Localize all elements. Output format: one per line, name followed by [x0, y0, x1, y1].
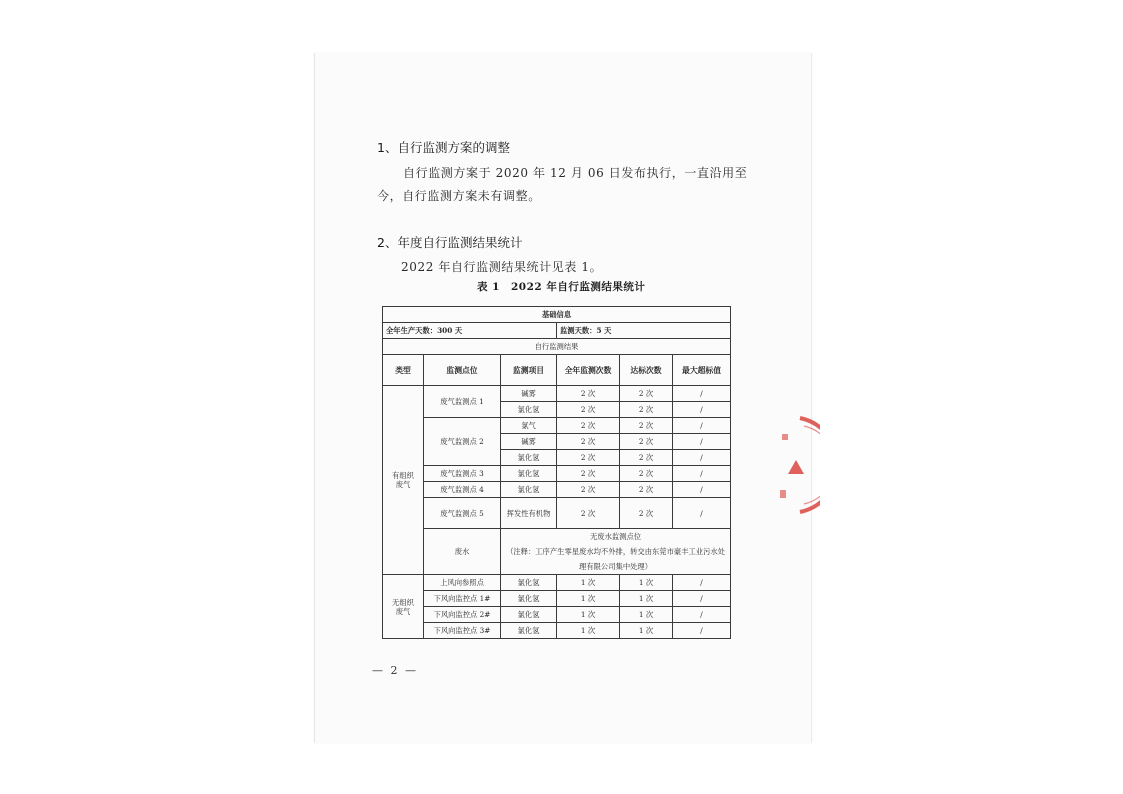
point-cell: 上风向参照点	[424, 575, 501, 591]
wastewater-note-cell	[501, 529, 731, 575]
count-cell: 2 次	[557, 466, 620, 482]
compliant-cell: 1 次	[620, 607, 673, 623]
page-number: — 2 —	[372, 664, 418, 677]
wastewater-note: （注释：工序产生零星废水均不外排，转交由东莞市豪丰工业污水处理有限公司集中处理）	[506, 547, 725, 571]
compliant-cell: 2 次	[620, 498, 673, 529]
table-row	[383, 323, 731, 339]
compliant-cell: 2 次	[620, 402, 673, 418]
header-annual-count: 全年监测次数	[557, 355, 620, 386]
table-row	[383, 418, 731, 434]
count-cell: 1 次	[557, 607, 620, 623]
exceed-cell: /	[673, 418, 731, 434]
point-cell: 废气监测点 4	[424, 482, 501, 498]
exceed-cell: /	[673, 450, 731, 466]
item-cell: 碱雾	[501, 434, 557, 450]
compliant-cell: 2 次	[620, 418, 673, 434]
header-point: 监测点位	[424, 355, 501, 386]
point-cell: 废气监测点 2	[424, 418, 501, 466]
exceed-cell: /	[673, 498, 731, 529]
table-row	[383, 529, 731, 575]
item-cell: 氯化氢	[501, 402, 557, 418]
compliant-cell: 2 次	[620, 434, 673, 450]
item-cell: 氯化氢	[501, 482, 557, 498]
compliant-cell: 2 次	[620, 466, 673, 482]
section1-paragraph-line1: 自行监测方案于 2020 年 12 月 06 日发布执行，一直沿用至	[403, 166, 748, 180]
section2-intro: 2022 年自行监测结果统计见表 1。	[401, 260, 603, 274]
header-max-exceed: 最大超标值	[673, 355, 731, 386]
compliant-cell: 1 次	[620, 575, 673, 591]
count-cell: 2 次	[557, 482, 620, 498]
results-title: 自行监测结果	[383, 339, 731, 355]
item-cell: 氯化氢	[501, 607, 557, 623]
compliant-cell: 1 次	[620, 591, 673, 607]
wastewater-no-point: 无废水监测点位	[589, 532, 642, 541]
exceed-cell: /	[673, 386, 731, 402]
item-cell: 氯化氢	[501, 591, 557, 607]
exceed-cell: /	[673, 575, 731, 591]
item-cell: 氯化氢	[501, 623, 557, 639]
section1-heading: 1、自行监测方案的调整	[377, 140, 510, 155]
table-row	[383, 386, 731, 402]
count-cell: 2 次	[557, 450, 620, 466]
point-cell: 废气监测点 1	[424, 386, 501, 418]
type-wastewater: 废水	[424, 529, 501, 575]
production-days-cell: 全年生产天数：300 天	[383, 323, 557, 339]
item-cell: 氯化氢	[501, 575, 557, 591]
header-item: 监测项目	[501, 355, 557, 386]
item-cell: 氯化氢	[501, 450, 557, 466]
count-cell: 2 次	[557, 386, 620, 402]
count-cell: 2 次	[557, 498, 620, 529]
compliant-cell: 2 次	[620, 450, 673, 466]
table-row	[383, 623, 731, 639]
count-cell: 1 次	[557, 623, 620, 639]
table-row	[383, 575, 731, 591]
table-row	[383, 307, 731, 323]
header-compliant-count: 达标次数	[620, 355, 673, 386]
exceed-cell: /	[673, 591, 731, 607]
count-cell: 2 次	[557, 434, 620, 450]
count-cell: 2 次	[557, 402, 620, 418]
item-cell: 氯化氢	[501, 466, 557, 482]
basic-info-title: 基础信息	[383, 307, 731, 323]
count-cell: 1 次	[557, 591, 620, 607]
exceed-cell: /	[673, 623, 731, 639]
item-cell: 碱雾	[501, 386, 557, 402]
count-cell: 1 次	[557, 575, 620, 591]
table-row	[383, 482, 731, 498]
exceed-cell: /	[673, 402, 731, 418]
point-cell: 下风向监控点 3#	[424, 623, 501, 639]
table-row	[383, 466, 731, 482]
table-caption: 表 1 2022 年自行监测结果统计	[477, 281, 646, 293]
exceed-cell: /	[673, 466, 731, 482]
table-row	[383, 607, 731, 623]
table-row	[383, 339, 731, 355]
count-cell: 2 次	[557, 418, 620, 434]
item-cell: 挥发性有机物	[501, 498, 557, 529]
section1-paragraph-line2: 今，自行监测方案未有调整。	[377, 189, 541, 203]
monitoring-days-cell: 监测天数：5 天	[557, 323, 731, 339]
table-row	[383, 591, 731, 607]
point-cell: 下风向监控点 1#	[424, 591, 501, 607]
monitoring-results-table	[382, 306, 731, 639]
exceed-cell: /	[673, 434, 731, 450]
type-unorganized-gas: 无组织废气	[383, 575, 424, 639]
point-cell: 废气监测点 5	[424, 498, 501, 529]
compliant-cell: 2 次	[620, 386, 673, 402]
exceed-cell: /	[673, 482, 731, 498]
section2-heading: 2、年度自行监测结果统计	[377, 235, 523, 250]
compliant-cell: 2 次	[620, 482, 673, 498]
red-seal-stamp-icon	[760, 412, 820, 518]
table-row	[383, 498, 731, 529]
item-cell: 氯气	[501, 418, 557, 434]
type-organized-gas: 有组织废气	[383, 386, 424, 575]
point-cell: 废气监测点 3	[424, 466, 501, 482]
table-header-row	[383, 355, 731, 386]
header-type: 类型	[383, 355, 424, 386]
exceed-cell: /	[673, 607, 731, 623]
compliant-cell: 1 次	[620, 623, 673, 639]
point-cell: 下风向监控点 2#	[424, 607, 501, 623]
